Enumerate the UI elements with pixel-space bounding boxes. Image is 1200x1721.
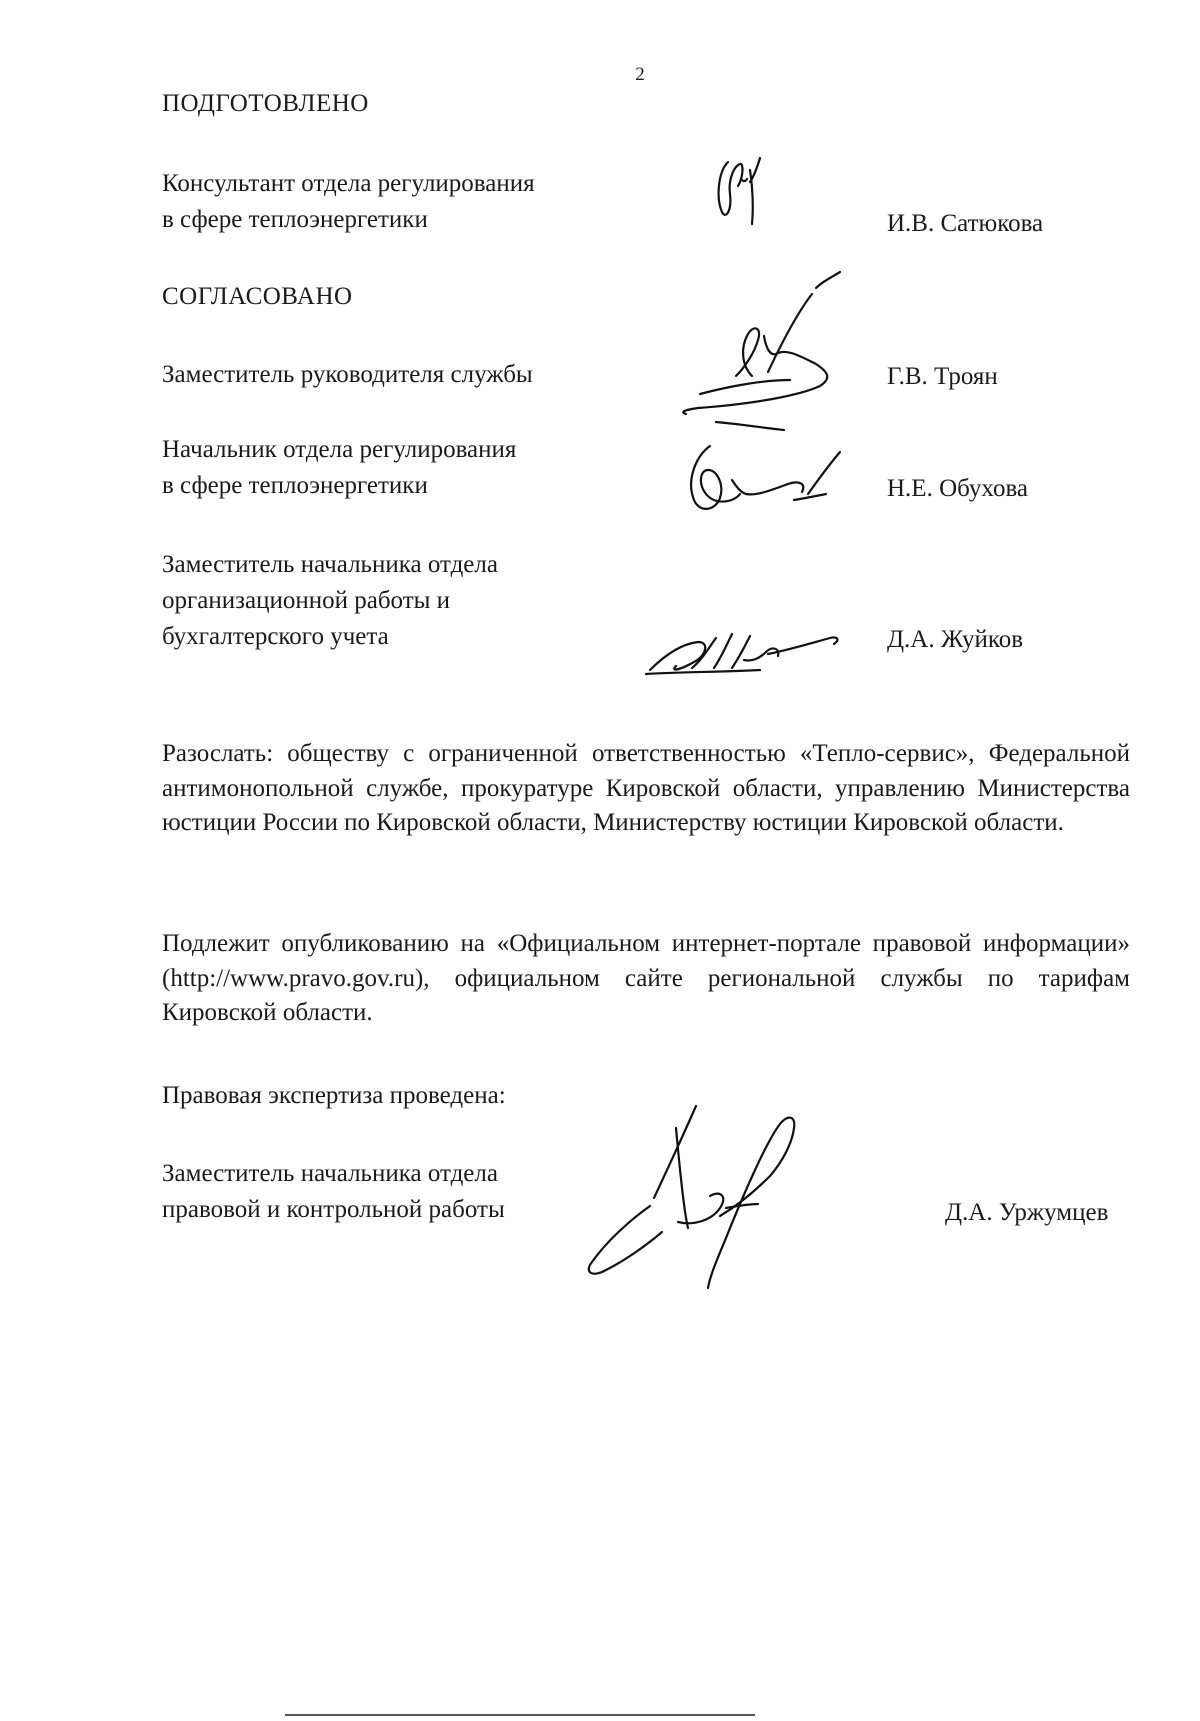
approver-3-position-line-3: бухгалтерского учета [162, 623, 389, 650]
approver-3-name: Д.А. Жуйков [887, 626, 1024, 653]
distribution-paragraph: Разослать: обществу с ограниченной ответственностью «Тепло-сервис», Федеральной антимонопольной службе, прокуратуре Кировской области, управлению Министерства юстиции России по Кировской области, Министерству юстиции Кировской области. [162, 740, 1130, 836]
approver-1-name: Г.В. Троян [887, 363, 998, 390]
signature-obukhova [676, 440, 846, 520]
signature-troyan [660, 268, 890, 440]
page-number: 2 [635, 64, 645, 85]
legal-review-position-line-2: правовой и контрольной работы [162, 1196, 505, 1223]
legal-review-position-line-1: Заместитель начальника отдела [162, 1160, 498, 1187]
bottom-edge-line [285, 1714, 755, 1716]
approver-1-position-line-1: Заместитель руководителя службы [162, 361, 533, 388]
approver-2-position-line-1: Начальник отдела регулирования [162, 436, 517, 463]
prepared-heading: ПОДГОТОВЛЕНО [162, 90, 369, 117]
signature-zhuykov [640, 620, 850, 680]
approver-2-name: Н.Е. Обухова [887, 475, 1029, 502]
legal-review-heading: Правовая экспертиза проведена: [162, 1082, 506, 1109]
approver-3-position-line-2: организационной работы и [162, 587, 451, 614]
prepared-position-line-1: Консультант отдела регулирования [162, 170, 535, 197]
prepared-name: И.В. Сатюкова [887, 210, 1044, 237]
signature-urzhumtsev [570, 1092, 870, 1292]
prepared-position-line-2: в сфере теплоэнергетики [162, 206, 428, 233]
publication-paragraph: Подлежит опубликованию на «Официальном интернет-портале правовой информации» (http://www.pravo.gov.ru), официальном сайте региональной службы по тарифам Кировской области. [162, 930, 1130, 1026]
approver-3-position-line-1: Заместитель начальника отдела [162, 551, 498, 578]
legal-review-name: Д.А. Уржумцев [945, 1199, 1109, 1226]
signature-satyukova [710, 150, 780, 232]
approved-heading: СОГЛАСОВАНО [162, 283, 353, 310]
approver-2-position-line-2: в сфере теплоэнергетики [162, 472, 428, 499]
